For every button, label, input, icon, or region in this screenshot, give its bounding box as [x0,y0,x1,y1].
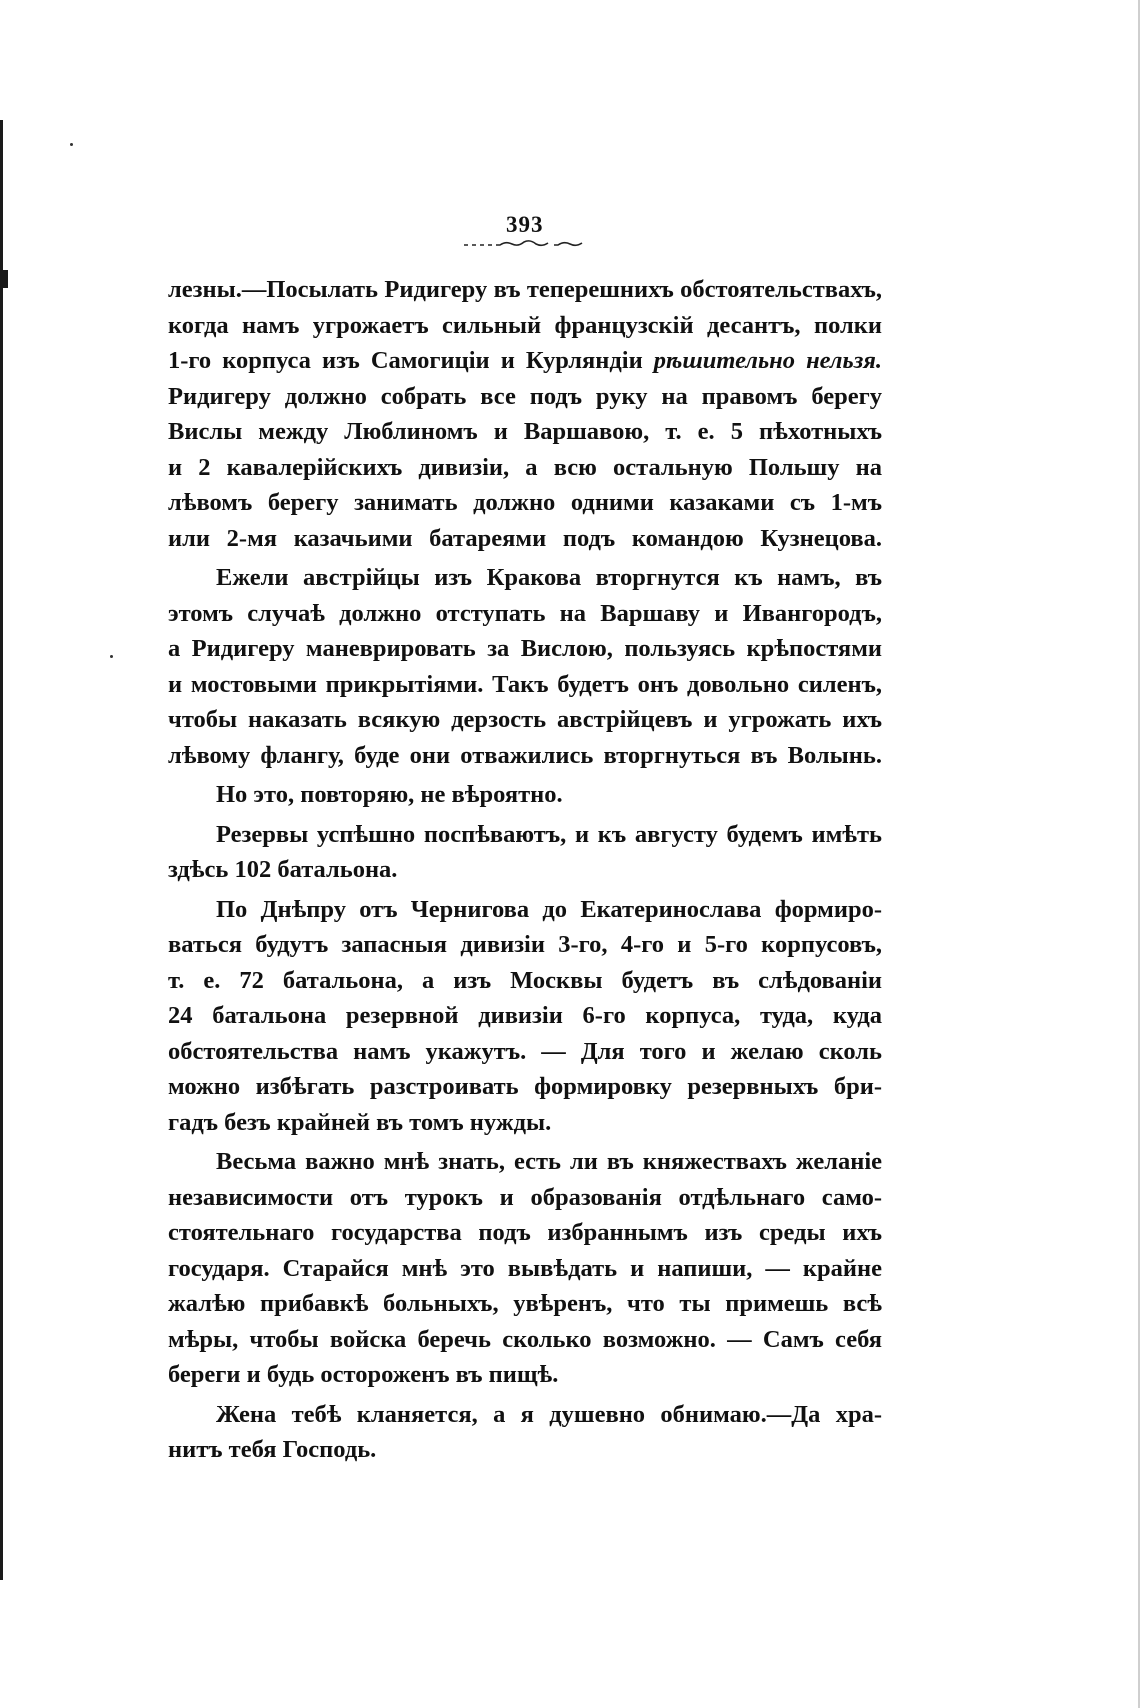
text-line: Жена тебѣ кланяется, а я душевно обнимаю.—Да хра- [216,1400,882,1428]
text-line: Резервы успѣшно поспѣваютъ, и къ августу будемъ имѣть [216,820,882,848]
text-line: или 2-мя казачьими батареями подъ командою Кузнецова. [168,524,882,552]
letter-body [168,272,882,1468]
paragraph [168,892,882,1141]
text-line: Ридигеру должно собрать все подъ руку на правомъ берегу [168,382,882,410]
text-line: т. е. 72 батальона, а изъ Москвы будетъ въ слѣдованіи [168,966,882,994]
text-line: лѣвомъ берегу занимать должно одними казаками съ 1-мъ [168,489,882,516]
text-line: а Ридигеру маневрировать за Вислою, пользуясь крѣпостями [168,635,882,662]
paragraph [168,1397,882,1468]
text-line: чтобы наказать всякую дерзость австрійцевъ и угрожать ихъ [168,706,882,733]
paragraph [168,817,882,888]
text-line: мѣры, чтобы войска беречь сколько возможно. — Самъ себя [168,1325,882,1353]
text-line [168,343,882,379]
text-line: Вислы между Люблиномъ и Варшавою, т. е. 5 пѣхотныхъ [168,418,882,445]
scan-speck [110,655,113,658]
text-line: независимости отъ турокъ и образованія отдѣльнаго само- [168,1183,882,1211]
text-line: Ежели австрійцы изъ Кракова вторгнутся къ намъ, въ [216,564,882,591]
emphasized-phrase: рѣшительно нельзя. [653,347,883,374]
paragraph [168,1144,882,1393]
page-number: 393 [506,212,544,237]
text-line-segment: 1-го корпуса изъ Самогиціи и Курляндіи [168,347,654,374]
text-line: 24 батальона резервной дивизіи 6-го корпуса, туда, куда [168,1002,882,1029]
text-line: Но это, повторяю, не вѣроятно. [216,781,563,808]
paragraph [168,777,882,813]
text-line: государя. Старайся мнѣ это вывѣдать и напиши, — крайне [168,1254,882,1282]
text-line: лѣвому флангу, буде они отважились вторгнуться въ Волынь. [168,741,882,769]
page-number-ornament [462,238,586,250]
text-line: Весьма важно мнѣ знать, есть ли въ княжествахъ желаніе [216,1148,882,1175]
paragraph [168,560,882,773]
text-line: и 2 кавалерійскихъ дивизіи, а всю остальную Польшу на [168,453,882,481]
text-line: когда намъ угрожаетъ сильный французскій десантъ, полки [168,311,882,339]
scan-left-edge [0,120,3,1580]
text-line: стоятельнаго государства подъ избраннымъ изъ среды ихъ [168,1219,882,1246]
scan-edge-mark [0,270,8,288]
text-line: обстоятельства намъ укажутъ. — Для того и желаю сколь [168,1037,882,1065]
text-line: гадъ безъ крайней въ томъ нужды. [168,1108,552,1136]
scan-speck [70,143,73,146]
paragraph [168,272,882,556]
text-line: лезны.—Посылать Ридигеру въ теперешнихъ обстоятельствахъ, [168,276,882,303]
text-line: этомъ случаѣ должно отступать на Варшаву и Ивангородъ, [168,599,882,627]
text-line: и мостовыми прикрытіями. Такъ будетъ онъ довольно силенъ, [168,670,882,698]
text-line: ваться будутъ запасныя дивизіи 3-го, 4-го и 5-го корпусовъ, [168,931,882,958]
text-line: можно избѣгать разстроивать формировку резервныхъ бри- [168,1073,882,1100]
text-line: береги и будь остороженъ въ пищѣ. [168,1361,559,1388]
text-line: По Днѣпру отъ Чернигова до Екатеринослава формиро- [216,895,882,923]
text-line: жалѣю прибавкѣ больныхъ, увѣренъ, что ты примешь всѣ [168,1290,882,1317]
text-line: нитъ тебя Господь. [168,1436,377,1463]
text-line: здѣсь 102 батальона. [168,856,398,883]
